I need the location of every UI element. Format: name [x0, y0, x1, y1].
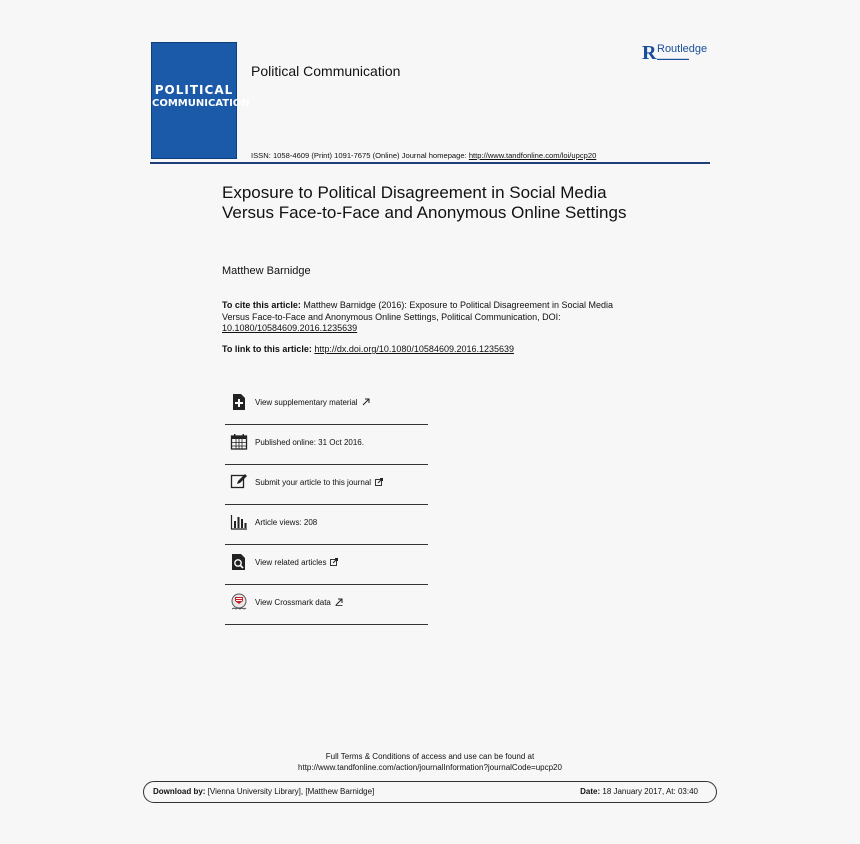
info-label	[255, 598, 343, 607]
article-title: Exposure to Political Disagreement in Social Media Versus Face-to-Face and Anonymous Online Settings	[222, 183, 627, 222]
external-link-icon	[330, 558, 338, 566]
citation-block	[222, 300, 632, 335]
external-link-icon	[375, 478, 383, 486]
plus-document-icon	[230, 393, 248, 411]
bar-chart-icon	[230, 513, 248, 531]
routledge-mark-icon: R	[642, 42, 657, 64]
list-item-supplementary[interactable]	[225, 385, 428, 425]
date-value: 18 January 2017, At: 03:40	[600, 787, 698, 796]
info-label	[255, 398, 370, 407]
downloaded-by	[153, 787, 374, 796]
cover-title-line2: COMMUNICATION	[152, 98, 250, 109]
cite-label: To cite this article:	[222, 300, 301, 310]
cover-title	[152, 83, 250, 111]
info-label: Article views: 208	[255, 518, 318, 527]
calendar-icon	[230, 433, 248, 451]
article-author: Matthew Barnidge	[222, 265, 311, 277]
info-label-text: Submit your article to this journal	[255, 478, 372, 487]
external-link-icon	[335, 598, 343, 606]
publisher-name: Routledge	[657, 43, 708, 55]
terms-line1: Full Terms & Conditions of access and use can be found at	[325, 752, 535, 761]
date-label: Date:	[580, 787, 601, 796]
list-item-views	[225, 505, 428, 545]
publisher-tagline-icon: ▬▬▬▬▬▬▬▬	[657, 56, 689, 61]
info-label-text: View related articles	[255, 558, 327, 567]
list-item-related[interactable]	[225, 545, 428, 585]
cite-text: Matthew Barnidge (2016): Exposure to Political Disagreement in Social Media Versus Face-to-Face and Anonymous Online Settings, Political Communication, DOI:	[222, 300, 614, 322]
list-item-submit[interactable]	[225, 465, 428, 505]
issn-line	[251, 151, 596, 160]
info-label-text: View supplementary material	[255, 398, 358, 407]
list-item-crossmark[interactable]	[225, 585, 428, 625]
search-document-icon	[230, 553, 248, 571]
article-doi-url[interactable]: http://dx.doi.org/10.1080/10584609.2016.1235639	[314, 344, 515, 354]
info-label-text: View Crossmark data	[255, 598, 331, 607]
info-label	[255, 478, 383, 487]
link-label: To link to this article:	[222, 344, 315, 354]
crossmark-icon	[230, 593, 248, 611]
journal-homepage-link[interactable]: http://www.tandfonline.com/loi/upcp20	[468, 151, 597, 160]
download-date	[580, 787, 698, 796]
downloaded-value: [Vienna University Library], [Matthew Barnidge]	[205, 787, 375, 796]
issn-text: ISSN: 1058-4609 (Print) 1091-7675 (Online) Journal homepage:	[251, 151, 469, 160]
terms-notice	[150, 751, 710, 773]
terms-link[interactable]: http://www.tandfonline.com/action/journalInformation?journalCode=upcp20	[298, 763, 562, 772]
article-info-list	[225, 385, 428, 625]
info-label	[255, 558, 338, 567]
cite-doi-link[interactable]: 10.1080/10584609.2016.1235639	[222, 323, 358, 333]
article-link-line	[222, 344, 514, 354]
publisher-logo	[642, 43, 712, 63]
journal-name: Political Communication	[251, 63, 401, 79]
cover-title-line1: POLITICAL	[154, 83, 234, 97]
download-info-bar	[143, 781, 717, 803]
info-label: Published online: 31 Oct 2016.	[255, 438, 364, 447]
external-link-icon	[362, 398, 370, 406]
journal-cover-image	[151, 42, 250, 159]
header-divider	[150, 162, 710, 164]
downloaded-label: Download by:	[153, 787, 206, 796]
list-item-published	[225, 425, 428, 465]
edit-icon	[230, 473, 248, 491]
